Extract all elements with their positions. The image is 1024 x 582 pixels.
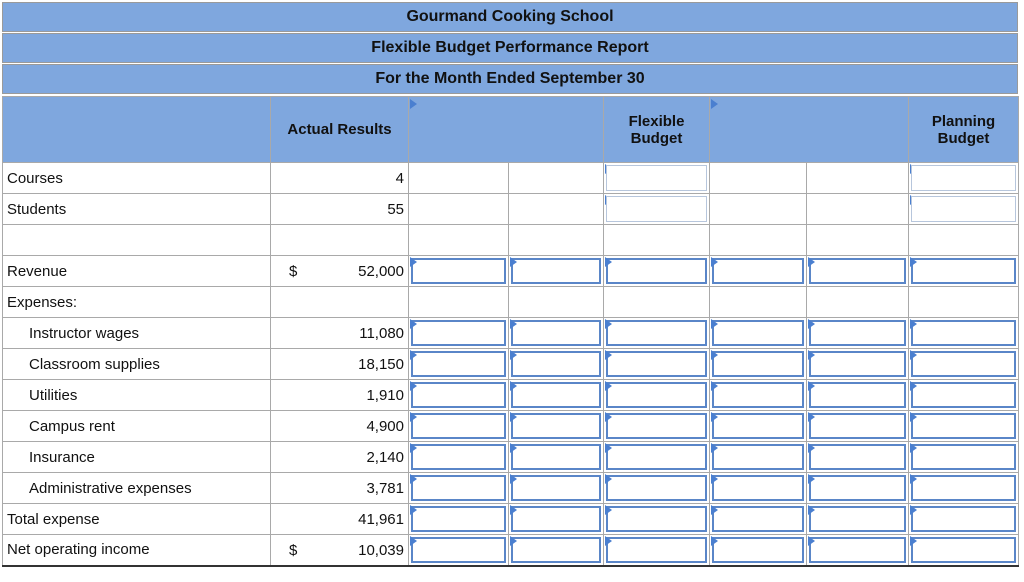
actual-value: 18,150 <box>271 349 409 380</box>
input-box[interactable] <box>809 320 906 346</box>
input-marker-icon <box>808 443 815 453</box>
input-cell[interactable] <box>807 256 909 287</box>
blank-cell <box>710 287 807 318</box>
input-box[interactable] <box>911 537 1016 563</box>
input-marker-icon <box>410 257 417 267</box>
input-marker-icon <box>711 412 718 422</box>
blank-cell <box>409 194 509 225</box>
blank-cell <box>807 225 909 256</box>
actual-value: 1,910 <box>271 380 409 411</box>
input-cell[interactable] <box>710 504 807 535</box>
input-box[interactable] <box>606 475 707 501</box>
input-marker-icon <box>510 319 517 329</box>
row-label: Students <box>3 194 271 225</box>
blank-cell <box>509 225 604 256</box>
input-cell[interactable] <box>409 349 509 380</box>
input-box[interactable] <box>809 444 906 470</box>
input-marker-icon <box>910 474 917 484</box>
blank-cell <box>909 287 1019 318</box>
input-box[interactable] <box>809 382 906 408</box>
input-box[interactable] <box>606 413 707 439</box>
input-box[interactable] <box>911 506 1016 532</box>
input-cell[interactable] <box>710 473 807 504</box>
input-cell[interactable] <box>710 380 807 411</box>
input-cell[interactable] <box>807 535 909 566</box>
input-marker-icon <box>711 443 718 453</box>
planning-input[interactable] <box>909 535 1019 566</box>
input-box[interactable] <box>606 506 707 532</box>
dropdown-marker-icon <box>410 99 417 109</box>
row-utilities <box>3 380 1019 411</box>
input-marker-icon <box>510 257 517 267</box>
row-label: Courses <box>3 163 271 194</box>
input-box[interactable] <box>712 506 804 532</box>
input-marker-icon <box>808 350 815 360</box>
actual-value: 2,140 <box>271 442 409 473</box>
input-cell[interactable] <box>710 256 807 287</box>
input-cell[interactable] <box>710 318 807 349</box>
input-cell[interactable] <box>409 380 509 411</box>
input-cell[interactable] <box>807 349 909 380</box>
planning-input[interactable] <box>909 411 1019 442</box>
input-cell[interactable] <box>409 535 509 566</box>
row-total-expense <box>3 504 1019 535</box>
input-cell[interactable] <box>509 442 604 473</box>
blank-cell <box>710 163 807 194</box>
row-net-operating-income <box>3 535 1019 566</box>
dropdown-marker-icon <box>711 99 718 109</box>
input-cell[interactable] <box>807 442 909 473</box>
input-marker-icon <box>808 412 815 422</box>
input-box[interactable] <box>712 537 804 563</box>
input-marker-icon <box>510 412 517 422</box>
actual-value: 52,000 <box>358 263 404 280</box>
input-cell[interactable] <box>807 318 909 349</box>
row-label: Utilities <box>3 380 271 411</box>
report-school-name <box>2 2 1018 32</box>
input-cell[interactable] <box>509 535 604 566</box>
flexible-input[interactable] <box>604 411 710 442</box>
blank-cell <box>271 287 409 318</box>
row-classroom-supplies <box>3 349 1019 380</box>
input-box[interactable] <box>411 413 506 439</box>
input-marker-icon <box>910 257 917 267</box>
header-variance-2[interactable] <box>710 97 909 163</box>
actual-value-cell <box>271 535 409 566</box>
input-box[interactable] <box>712 382 804 408</box>
flexible-input-box[interactable] <box>606 196 707 222</box>
blank-cell <box>409 287 509 318</box>
input-marker-icon <box>910 505 917 515</box>
input-cell[interactable] <box>409 442 509 473</box>
header-flexible-budget <box>604 97 710 163</box>
blank-cell <box>710 225 807 256</box>
planning-input[interactable] <box>909 504 1019 535</box>
planning-input-box[interactable] <box>911 165 1016 191</box>
input-marker-icon <box>510 474 517 484</box>
blank-cell <box>710 194 807 225</box>
row-students <box>3 194 1019 225</box>
input-box[interactable] <box>911 382 1016 408</box>
input-marker-icon <box>808 505 815 515</box>
input-marker-icon <box>410 319 417 329</box>
input-box[interactable] <box>511 413 601 439</box>
planning-input[interactable] <box>909 318 1019 349</box>
input-cell[interactable] <box>710 349 807 380</box>
row-insurance <box>3 442 1019 473</box>
actual-value: 55 <box>271 194 409 225</box>
input-marker-icon <box>605 319 612 329</box>
blank-cell <box>409 225 509 256</box>
input-cell[interactable] <box>509 349 604 380</box>
input-box[interactable] <box>511 475 601 501</box>
flexible-input[interactable] <box>604 504 710 535</box>
input-box[interactable] <box>911 320 1016 346</box>
input-box[interactable] <box>411 351 506 377</box>
input-marker-icon <box>808 257 815 267</box>
school-name-text: Gourmand Cooking School <box>406 8 614 25</box>
input-box[interactable] <box>809 475 906 501</box>
input-cell[interactable] <box>807 411 909 442</box>
input-marker-icon <box>410 381 417 391</box>
planning-input[interactable] <box>909 194 1019 225</box>
input-cell[interactable] <box>807 380 909 411</box>
input-marker-icon <box>808 381 815 391</box>
input-box[interactable] <box>411 320 506 346</box>
row-revenue <box>3 256 1019 287</box>
input-marker-icon <box>711 536 718 546</box>
input-box[interactable] <box>712 258 804 284</box>
input-marker-icon <box>510 443 517 453</box>
input-box[interactable] <box>411 506 506 532</box>
input-box[interactable] <box>511 351 601 377</box>
row-administrative-expenses <box>3 473 1019 504</box>
actual-value: 11,080 <box>271 318 409 349</box>
actual-value-cell <box>271 256 409 287</box>
input-box[interactable] <box>411 382 506 408</box>
header-actual-results: Actual Results <box>271 97 409 163</box>
row-label: Campus rent <box>3 411 271 442</box>
input-marker-icon <box>410 505 417 515</box>
planning-budget-text: Planning Budget <box>931 112 996 147</box>
header-blank <box>3 97 271 163</box>
input-cell[interactable] <box>409 256 509 287</box>
input-marker-icon <box>711 474 718 484</box>
input-marker-icon <box>605 412 612 422</box>
input-box[interactable] <box>809 537 906 563</box>
input-box[interactable] <box>606 537 707 563</box>
actual-value: 3,781 <box>271 473 409 504</box>
input-marker-icon <box>510 350 517 360</box>
input-box[interactable] <box>809 351 906 377</box>
input-box[interactable] <box>712 444 804 470</box>
currency-symbol: $ <box>289 542 298 559</box>
flexible-input[interactable] <box>604 380 710 411</box>
input-box[interactable] <box>911 258 1016 284</box>
input-cell[interactable] <box>710 535 807 566</box>
input-box[interactable] <box>606 444 707 470</box>
input-box[interactable] <box>511 320 601 346</box>
input-box[interactable] <box>809 258 906 284</box>
input-marker-icon <box>410 350 417 360</box>
input-marker-icon <box>605 474 612 484</box>
input-marker-icon <box>605 350 612 360</box>
input-box[interactable] <box>911 351 1016 377</box>
planning-input-box[interactable] <box>911 196 1016 222</box>
input-cell[interactable] <box>710 411 807 442</box>
input-marker-icon <box>910 536 917 546</box>
flexible-input[interactable] <box>604 194 710 225</box>
input-cell[interactable] <box>509 318 604 349</box>
input-marker-icon <box>808 474 815 484</box>
input-marker-icon <box>605 381 612 391</box>
row-spacer <box>3 225 1019 256</box>
input-box[interactable] <box>511 382 601 408</box>
row-instructor-wages <box>3 318 1019 349</box>
planning-input[interactable] <box>909 442 1019 473</box>
blank-cell <box>3 225 271 256</box>
input-cell[interactable] <box>710 442 807 473</box>
row-label: Net operating income <box>3 535 271 566</box>
input-marker-icon <box>711 257 718 267</box>
input-box[interactable] <box>712 413 804 439</box>
input-box[interactable] <box>911 475 1016 501</box>
input-marker-icon <box>808 536 815 546</box>
header-row <box>3 97 1019 163</box>
input-cell[interactable] <box>807 473 909 504</box>
row-label: Expenses: <box>3 287 271 318</box>
blank-cell <box>509 163 604 194</box>
row-label: Administrative expenses <box>3 473 271 504</box>
planning-input[interactable] <box>909 473 1019 504</box>
flexible-input[interactable] <box>604 318 710 349</box>
input-box[interactable] <box>606 351 707 377</box>
report-period-text: For the Month Ended September 30 <box>375 70 645 87</box>
blank-cell <box>807 163 909 194</box>
input-box[interactable] <box>511 258 601 284</box>
input-box[interactable] <box>809 506 906 532</box>
flexible-input[interactable] <box>604 535 710 566</box>
blank-cell <box>604 287 710 318</box>
flexible-budget-text: Flexible Budget <box>628 112 685 147</box>
performance-report-table <box>2 96 1019 567</box>
actual-value: 4,900 <box>271 411 409 442</box>
blank-cell <box>604 225 710 256</box>
input-marker-icon <box>510 536 517 546</box>
blank-cell <box>271 225 409 256</box>
input-box[interactable] <box>712 320 804 346</box>
flexible-input[interactable] <box>604 442 710 473</box>
row-label: Revenue <box>3 256 271 287</box>
input-marker-icon <box>510 381 517 391</box>
planning-input[interactable] <box>909 163 1019 194</box>
input-box[interactable] <box>411 537 506 563</box>
header-planning-budget <box>909 97 1019 163</box>
input-box[interactable] <box>712 351 804 377</box>
input-box[interactable] <box>411 444 506 470</box>
report-title <box>2 33 1018 63</box>
row-label: Insurance <box>3 442 271 473</box>
input-box[interactable] <box>606 258 707 284</box>
input-marker-icon <box>410 536 417 546</box>
blank-cell <box>509 194 604 225</box>
report-period <box>2 64 1018 94</box>
input-marker-icon <box>711 505 718 515</box>
flexible-input[interactable] <box>604 163 710 194</box>
input-marker-icon <box>910 381 917 391</box>
currency-symbol: $ <box>289 263 298 280</box>
input-marker-icon <box>910 443 917 453</box>
input-marker-icon <box>605 505 612 515</box>
blank-cell <box>409 163 509 194</box>
input-box[interactable] <box>411 475 506 501</box>
input-cell[interactable] <box>509 380 604 411</box>
input-box[interactable] <box>411 258 506 284</box>
input-marker-icon <box>410 412 417 422</box>
input-box[interactable] <box>911 413 1016 439</box>
input-marker-icon <box>711 350 718 360</box>
planning-input[interactable] <box>909 349 1019 380</box>
header-variance-1[interactable] <box>409 97 604 163</box>
flexible-input[interactable] <box>604 256 710 287</box>
row-expenses-heading <box>3 287 1019 318</box>
input-marker-icon <box>410 474 417 484</box>
input-marker-icon <box>605 443 612 453</box>
flexible-input[interactable] <box>604 349 710 380</box>
input-cell[interactable] <box>509 473 604 504</box>
input-cell[interactable] <box>509 504 604 535</box>
input-cell[interactable] <box>509 256 604 287</box>
blank-cell <box>909 225 1019 256</box>
input-box[interactable] <box>809 413 906 439</box>
input-cell[interactable] <box>509 411 604 442</box>
row-courses <box>3 163 1019 194</box>
blank-cell <box>807 194 909 225</box>
input-box[interactable] <box>911 444 1016 470</box>
input-box[interactable] <box>712 475 804 501</box>
actual-value: 10,039 <box>358 542 404 559</box>
blank-cell <box>807 287 909 318</box>
input-marker-icon <box>910 412 917 422</box>
input-marker-icon <box>808 319 815 329</box>
input-box[interactable] <box>511 506 601 532</box>
input-marker-icon <box>410 443 417 453</box>
blank-cell <box>509 287 604 318</box>
actual-value: 4 <box>271 163 409 194</box>
input-box[interactable] <box>511 537 601 563</box>
input-box[interactable] <box>511 444 601 470</box>
row-label: Instructor wages <box>3 318 271 349</box>
input-cell[interactable] <box>409 411 509 442</box>
input-marker-icon <box>910 350 917 360</box>
report-title-text: Flexible Budget Performance Report <box>371 39 649 56</box>
actual-value: 41,961 <box>271 504 409 535</box>
row-label: Total expense <box>3 504 271 535</box>
input-box[interactable] <box>606 382 707 408</box>
row-campus-rent <box>3 411 1019 442</box>
planning-input[interactable] <box>909 380 1019 411</box>
planning-input[interactable] <box>909 256 1019 287</box>
flexible-input-box[interactable] <box>606 165 707 191</box>
input-cell[interactable] <box>807 504 909 535</box>
input-marker-icon <box>910 319 917 329</box>
input-box[interactable] <box>606 320 707 346</box>
input-marker-icon <box>605 536 612 546</box>
input-marker-icon <box>605 257 612 267</box>
input-cell[interactable] <box>409 473 509 504</box>
input-marker-icon <box>711 319 718 329</box>
input-cell[interactable] <box>409 504 509 535</box>
input-cell[interactable] <box>409 318 509 349</box>
row-label: Classroom supplies <box>3 349 271 380</box>
flexible-input[interactable] <box>604 473 710 504</box>
input-marker-icon <box>711 381 718 391</box>
input-marker-icon <box>510 505 517 515</box>
